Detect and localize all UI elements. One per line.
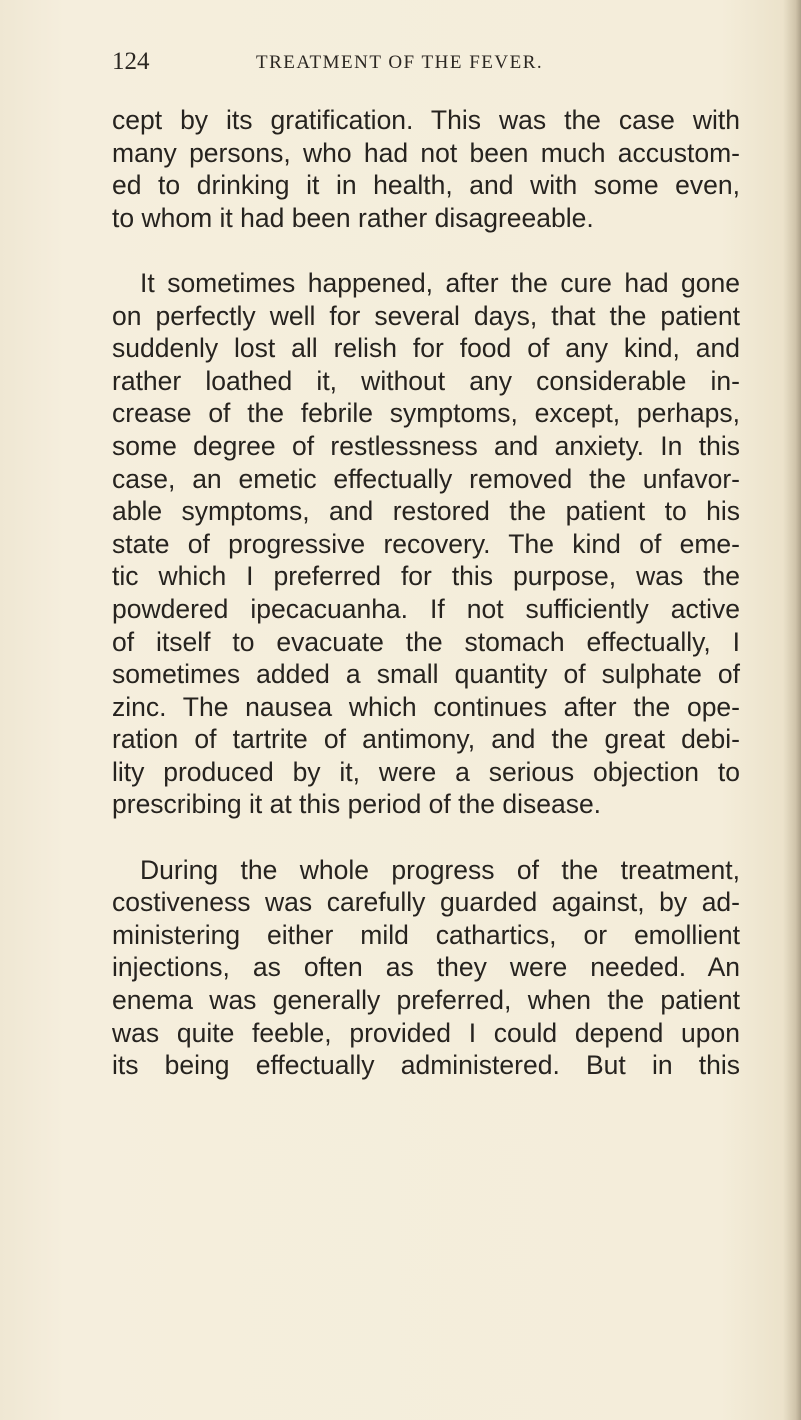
text-line: powdered ipecacuanha. If not sufficiently active — [112, 593, 740, 624]
text-line: tic which I preferred for this purpose, was the — [112, 561, 740, 592]
text-line: of itself to evacuate the stomach effectually, I — [112, 626, 740, 657]
text-line: injections, as often as they were needed. An — [112, 952, 740, 983]
paragraph-3 — [112, 854, 740, 1082]
text-line: sometimes added a small quantity of sulphate of — [112, 659, 740, 690]
text-line: was quite feeble, provided I could depend upon — [112, 1017, 740, 1048]
text-line: During the whole progress of the treatment, — [140, 854, 740, 885]
paragraph-2 — [112, 267, 740, 821]
text-line: ministering either mild cathartics, or emollient — [112, 919, 740, 950]
text-line: to whom it had been rather disagreeable. — [112, 202, 594, 233]
text-line: lity produced by it, were a serious objection to — [112, 756, 740, 787]
text-line: zinc. The nausea which continues after the ope- — [112, 691, 740, 722]
text-line: some degree of restlessness and anxiety. In this — [112, 430, 740, 461]
page-edge-shadow — [783, 0, 801, 1420]
text-line: suddenly lost all relish for food of any kind, and — [112, 333, 740, 364]
running-title: TREATMENT OF THE FEVER. — [256, 52, 544, 73]
text-line: costiveness was carefully guarded against, by ad- — [112, 887, 740, 918]
text-line: prescribing it at this period of the disease. — [112, 789, 602, 820]
text-line: many persons, who had not been much accustom- — [112, 137, 740, 168]
text-line: ed to drinking it in health, and with some even, — [112, 170, 740, 201]
text-line: on perfectly well for several days, that the patient — [112, 300, 740, 331]
text-line: rather loathed it, without any considerable in- — [112, 365, 740, 396]
page-number: 124 — [112, 48, 150, 75]
body-text — [112, 104, 740, 1082]
page-header — [0, 48, 801, 88]
text-line: cept by its gratification. This was the case with — [112, 105, 740, 135]
text-line: ration of tartrite of antimony, and the great debi- — [112, 724, 740, 755]
text-line: crease of the febrile symptoms, except, perhaps, — [112, 398, 740, 429]
text-line: able symptoms, and restored the patient to his — [112, 496, 740, 527]
text-line: state of progressive recovery. The kind of eme- — [112, 528, 740, 559]
text-line: its being effectually administered. But in this — [112, 1050, 740, 1081]
text-line: case, an emetic effectually removed the unfavor- — [112, 463, 740, 494]
paragraph-1 — [112, 104, 740, 234]
text-line: It sometimes happened, after the cure had gone — [140, 267, 740, 298]
text-line: enema was generally preferred, when the patient — [112, 985, 740, 1016]
